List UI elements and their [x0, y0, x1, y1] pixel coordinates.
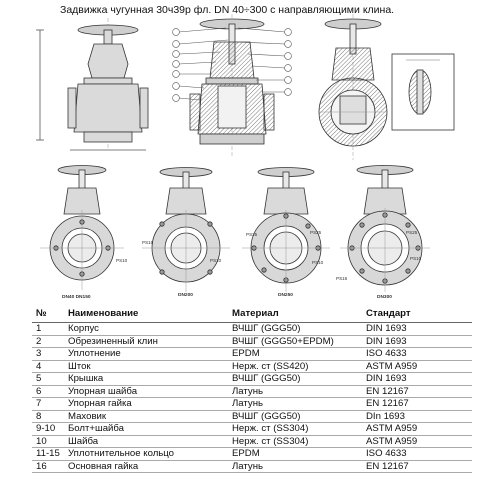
cell-material: Нерж. ст (SS304): [228, 423, 362, 436]
cell-standard: EN 12167: [362, 398, 472, 411]
cell-name: Основная гайка: [64, 460, 228, 473]
table-row: [32, 323, 472, 336]
dn200-view: [142, 168, 230, 293]
parts-table: [32, 306, 472, 473]
cell-name: Шайба: [64, 435, 228, 448]
cell-number: 8: [32, 410, 64, 423]
cell-number: 1: [32, 323, 64, 336]
cell-standard: DIN 1693: [362, 373, 472, 386]
dn-size-label: DN300: [377, 295, 392, 300]
cell-standard: EN 12167: [362, 460, 472, 473]
dn-size-label: DN250: [278, 293, 293, 298]
cell-number: 10: [32, 435, 64, 448]
pn-label: РЅ10: [410, 256, 422, 261]
cell-material: EPDM: [228, 348, 362, 361]
table-row: [32, 348, 472, 361]
dn40-dn150-view: [40, 166, 124, 291]
document-title: Задвижка чугунная 30ч39р фл. DN 40÷300 с направляющими клина.: [60, 4, 395, 16]
header-material: Материал: [228, 306, 362, 323]
cell-standard: ISO 4633: [362, 348, 472, 361]
cell-number: 5: [32, 373, 64, 386]
pn-label: РЅ25: [246, 232, 258, 237]
cell-name: Маховик: [64, 410, 228, 423]
cell-number: 3: [32, 348, 64, 361]
table-row: [32, 398, 472, 411]
pn-label: РЅ10: [116, 258, 128, 263]
table-row: [32, 435, 472, 448]
cell-material: ВЧШГ (GGG50): [228, 323, 362, 336]
table-row: [32, 410, 472, 423]
cell-name: Упорная шайба: [64, 385, 228, 398]
cell-number: 16: [32, 460, 64, 473]
cell-material: EPDM: [228, 448, 362, 461]
cell-material: ВЧШГ (GGG50): [228, 373, 362, 386]
table-row: [32, 423, 472, 436]
cell-material: Латунь: [228, 398, 362, 411]
cell-name: Уплотнение: [64, 348, 228, 361]
detail-view: [392, 54, 454, 130]
cell-name: Упорная гайка: [64, 398, 228, 411]
cell-material: Латунь: [228, 385, 362, 398]
cell-name: Уплотнительное кольцо: [64, 448, 228, 461]
cell-material: Нерж. ст (SS304): [228, 435, 362, 448]
cell-number: 2: [32, 335, 64, 348]
pn-label: РЅ16: [336, 276, 348, 281]
cell-name: Болт+шайба: [64, 423, 228, 436]
cell-material: ВЧШГ (GGG50+EPDM): [228, 335, 362, 348]
cell-number: 9-10: [32, 423, 64, 436]
cell-number: 6: [32, 385, 64, 398]
pn-label: РЅ16: [142, 240, 154, 245]
pn-label: РЅ25: [310, 230, 322, 235]
cell-standard: ASTM A959: [362, 423, 472, 436]
table-row: [32, 448, 472, 461]
valve-cutaway-view: [318, 14, 388, 160]
dn300-view: [340, 166, 430, 293]
cell-name: Крышка: [64, 373, 228, 386]
table-row: [32, 460, 472, 473]
pn-label: РЅ25: [406, 230, 418, 235]
header-standard: Стандарт: [362, 306, 472, 323]
cell-number: 4: [32, 360, 64, 373]
table-row: [32, 373, 472, 386]
dn-front-views: [40, 166, 430, 301]
table-row: [32, 360, 472, 373]
pn-label: РЅ10: [312, 260, 324, 265]
pn-label: РЅ10: [210, 258, 222, 263]
dn-size-label: DN200: [178, 293, 193, 298]
cell-material: Латунь: [228, 460, 362, 473]
valve-section-view: [173, 14, 292, 156]
cell-name: Шток: [64, 360, 228, 373]
valve-side-view: [36, 18, 148, 150]
cell-standard: EN 12167: [362, 385, 472, 398]
header-name: Наименование: [64, 306, 228, 323]
cell-material: Нерж. ст (SS420): [228, 360, 362, 373]
cell-standard: ASTM A959: [362, 360, 472, 373]
table-row: [32, 335, 472, 348]
cell-name: Обрезиненный клин: [64, 335, 228, 348]
table-header-row: [32, 306, 472, 323]
dn-size-label: DN40 DN150: [62, 295, 91, 300]
cell-standard: DIN 1693: [362, 323, 472, 336]
table-row: [32, 385, 472, 398]
cell-number: 7: [32, 398, 64, 411]
cell-standard: DIN 1693: [362, 335, 472, 348]
header-number: №: [32, 306, 64, 323]
cell-standard: ISO 4633: [362, 448, 472, 461]
cell-standard: ASTM A959: [362, 435, 472, 448]
cell-number: 11-15: [32, 448, 64, 461]
cell-standard: DIn 1693: [362, 410, 472, 423]
cell-name: Корпус: [64, 323, 228, 336]
cell-material: ВЧШГ (GGG50): [228, 410, 362, 423]
